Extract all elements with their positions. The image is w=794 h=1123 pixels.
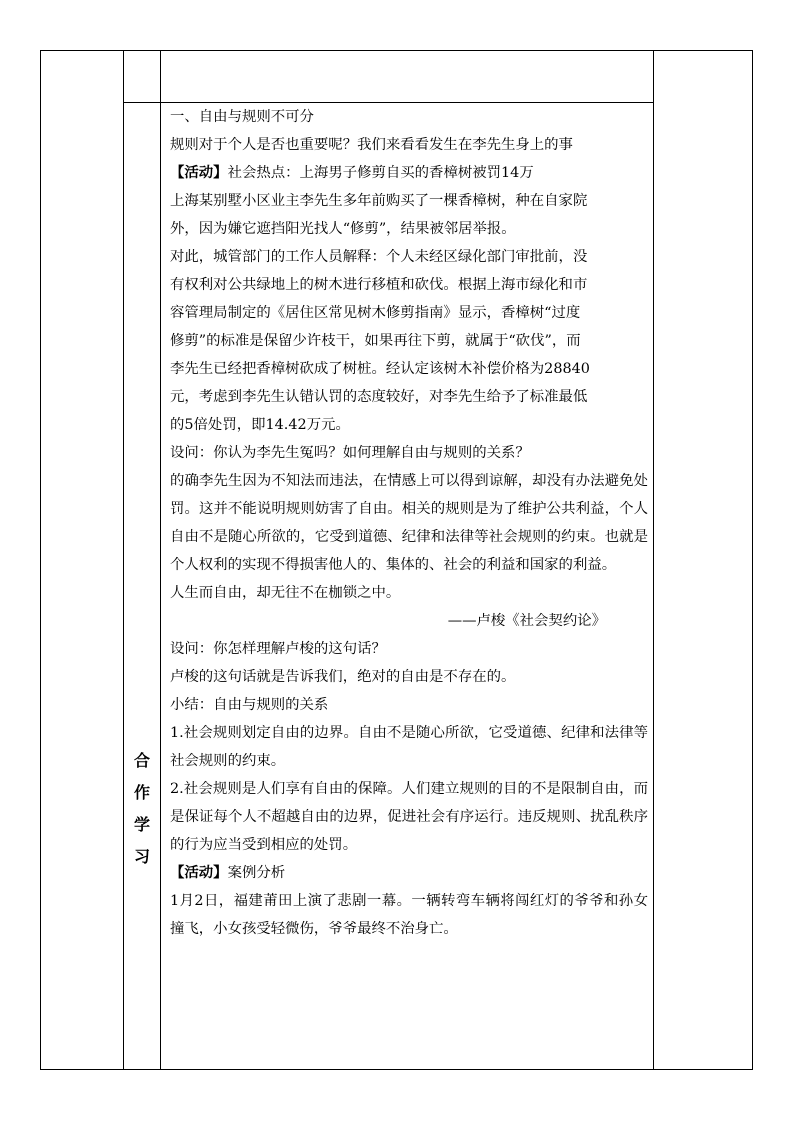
section-label-cooperative-learning <box>124 745 160 873</box>
case-text-line: 外，因为嫌它遮挡阳光找人“修剪”，结果被邻居举报。 <box>170 221 516 237</box>
content-cell <box>170 103 648 943</box>
question-1: 设问：你认为李先生冤吗？如何理解自由与规则的关系？ <box>170 445 530 461</box>
answer-2: 卢梭的这句话就是告诉我们，绝对的自由是不存在的。 <box>170 669 516 685</box>
table-border-right <box>752 50 753 1070</box>
explanation-line: 修剪”的标准是保留少许枝干，如果再往下剪，就属于“砍伐”，而 <box>170 333 581 349</box>
explanation-line: 容管理局制定的《居住区常见树木修剪指南》显示，香樟树“过度 <box>170 305 581 321</box>
activity-2-heading <box>170 859 648 887</box>
summary-point-1: 1.社会规则划定自由的边界。自由不是随心所欲，它受道德、纪律和法律等社会规则的约束。 <box>170 725 648 769</box>
intro-text: 规则对于个人是否也重要呢？我们来看看发生在李先生身上的事 <box>170 137 573 153</box>
heading-freedom-and-rules: 一、自由与规则不可分 <box>170 109 314 125</box>
explanation-line: 元，考虑到李先生认错认罚的态度较好，对李先生给予了标准最低 <box>170 389 588 405</box>
activity-1-heading <box>170 159 648 187</box>
summary-title: 小结：自由与规则的关系 <box>170 697 329 713</box>
case-text-line: 上海某别墅小区业主李先生多年前购买了一棵香樟树，种在自家院 <box>170 193 588 209</box>
table-divider-col3 <box>653 50 654 1070</box>
activity-title: 社会热点：上海男子修剪自买的香樟树被罚14万 <box>227 165 534 181</box>
explanation-line: 的5倍处罚，即14.42万元。 <box>170 417 350 433</box>
table-border-top <box>40 50 753 51</box>
table-divider-col1 <box>123 50 124 1070</box>
activity-bracket: 【活动】 <box>170 864 228 881</box>
section-label-char: 学 <box>133 815 150 834</box>
activity-title: 案例分析 <box>227 865 286 881</box>
table-border-left <box>40 50 41 1070</box>
explanation-line: 有权利对公共绿地上的树木进行移植和砍伐。根据上海市绿化和市 <box>170 277 588 293</box>
quote-source: ——卢梭《社会契约论》 <box>447 613 606 629</box>
answer-1: 的确李先生因为不知法而违法，在情感上可以得到谅解，却没有办法避免处罚。这并不能说明规则妨害了自由。相关的规则是为了维护公共利益，个人自由不是随心所欲的，它受到道德、纪律和法律等社会规则的约束。也就是个人权利的实现不得损害他人的、集体的、社会的利益和国家的利益。 <box>170 473 648 573</box>
table-border-bottom <box>40 1069 753 1070</box>
explanation-line: 对此，城管部门的工作人员解释：个人未经区绿化部门审批前，没 <box>170 249 588 265</box>
section-label-char: 习 <box>133 847 150 866</box>
table-divider-col2 <box>160 50 161 1070</box>
quote: 人生而自由，却无往不在枷锁之中。 <box>170 585 401 601</box>
activity-bracket: 【活动】 <box>170 164 228 181</box>
section-label-char: 作 <box>133 783 150 802</box>
question-2: 设问：你怎样理解卢梭的这句话？ <box>170 641 386 657</box>
section-label-char: 合 <box>133 751 150 770</box>
case-2-text: 1月2日，福建莆田上演了悲剧一幕。一辆转弯车辆将闯红灯的爷爷和孙女撞飞，小女孩受轻微伤，爷爷最终不治身亡。 <box>170 893 648 937</box>
summary-point-2: 2.社会规则是人们享有自由的保障。人们建立规则的目的不是限制自由，而是保证每个人不超越自由的边界，促进社会有序运行。违反规则、扰乱秩序的行为应当受到相应的处罚。 <box>170 781 648 853</box>
explanation-line: 李先生已经把香樟树砍成了树桩。经认定该树木补偿价格为28840 <box>170 361 590 377</box>
